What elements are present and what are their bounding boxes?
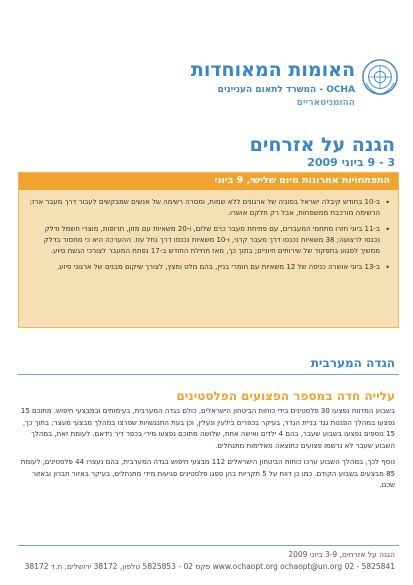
section-divider xyxy=(18,374,399,375)
bullet-icon: • xyxy=(385,263,390,272)
summary-header xyxy=(19,173,398,190)
subheading: עלייה חדה במספר הפצועים הפלסטינים xyxy=(176,389,395,403)
footer-divider xyxy=(18,545,399,546)
body-text xyxy=(17,406,395,497)
summary-title: התפתחויות אחרונות מיום שלישי, 9 ביוני xyxy=(214,175,390,186)
footer-contact: www.ochaopt.org ochaopt@un.org 02 - 5825841 פקס 02 - 5825853 טלפון, 38172 ירושלים, ת.ד 38172 xyxy=(24,562,395,571)
summary-bullets xyxy=(28,197,390,278)
org-header xyxy=(105,58,355,110)
summary-bullet xyxy=(28,197,390,219)
section-title: הגדה המערבית xyxy=(310,356,395,370)
org-subtitle-2: ההומניטאריים xyxy=(296,98,355,108)
bullet-icon: • xyxy=(385,225,390,234)
page-title: הגנה על אזרחים xyxy=(249,134,395,156)
bullet-icon: • xyxy=(385,198,390,207)
org-subtitle: OCHA - המשרד לתאום העניינים xyxy=(217,85,355,95)
summary-bullet xyxy=(28,262,390,273)
bullet-text: ב-13 ביוני אושרה כניסה של 12 משאיות עם חומרי בניין, בהם מלט וחצץ, לצורך שיקום מבנים של ארגוני סיוע. xyxy=(56,263,380,271)
bullet-text: ב-10 בחודש קיבלה ישראל בסוגיה של ארגונים ללא שמות, ומסרה רשימה של אנשים שמבקשים לעבור דרך מעבר ארז; הרשימה מורכבת ממשפחות, אבל רק חלקם אושרו. xyxy=(29,198,380,217)
paragraph: נוסף לכך, במהלך השבוע ערכו כוחות הביטחון הישראלים 112 מבצעי חיפוש בגדה המערבית, בהם נעצרו 44 פלסטינים, לעומת 85 מבצעים בשבוע הקודם. כמו כן דווח על 5 תקריות בהן ספגו פלסטינים פגיעות מידי מתנחלים, בעיקר באזור חברון ובאזור שכם. xyxy=(20,458,395,489)
summary-box xyxy=(18,172,399,328)
un-emblem-icon xyxy=(361,58,399,96)
summary-bullet xyxy=(28,224,390,257)
report-dates: 3 - 9 ביוני 2009 xyxy=(307,156,395,169)
bullet-text: ב-11 ביוני חזרו מתחמי המעברים, עם פתיחת מעבר כרם שלום, ו-20 משאיות עם מזון, תרופות, מוצרי חשמל ודלק נכנסו לרצועה; 38 משאיות נכנסו דרך מעבר קרני, ו-10 משאיות נכנסו דרך נחל עוז. ההערכה היא כי מחסור בדלק ממשיך לפגוע בתפקוד של שירותים חיוניים; בתוך כך, מאז תחילת החודש ב-17 נפתח המעבר לצורכי הגשת סיוע. xyxy=(43,225,380,255)
paragraph: בשבוע המדווח נפצעו 30 פלסטינים בידי כוחות הביטחון הישראלים, כולם בגדה המערבית, בעימותים ובמבצעי חיפוש. מתוכם 15 נפצעו במהלך הפגנות נגד בניית הגדר, בעיקר בכפרים בילעין ונעלין, וכן בעת התנגשויות שפרצו במהלך מבצעי מעצר; בתוך כך, 15 נוספים נפצעו בשבוע שעבר, בהם 4 ילדים ואישה אחת, שלושה מתוכם נפצעו מירי בכפר דיר נידאם. לעומת זאת, במהלך השבוע שעבר לא נרשמו פצועים כתוצאה מאלימות מתנחלים. xyxy=(20,407,395,450)
footer-title: הגנה על אזרחים, 3-9 ביוני 2009 xyxy=(288,550,395,559)
org-name: האומות המאוחדות xyxy=(190,59,355,81)
